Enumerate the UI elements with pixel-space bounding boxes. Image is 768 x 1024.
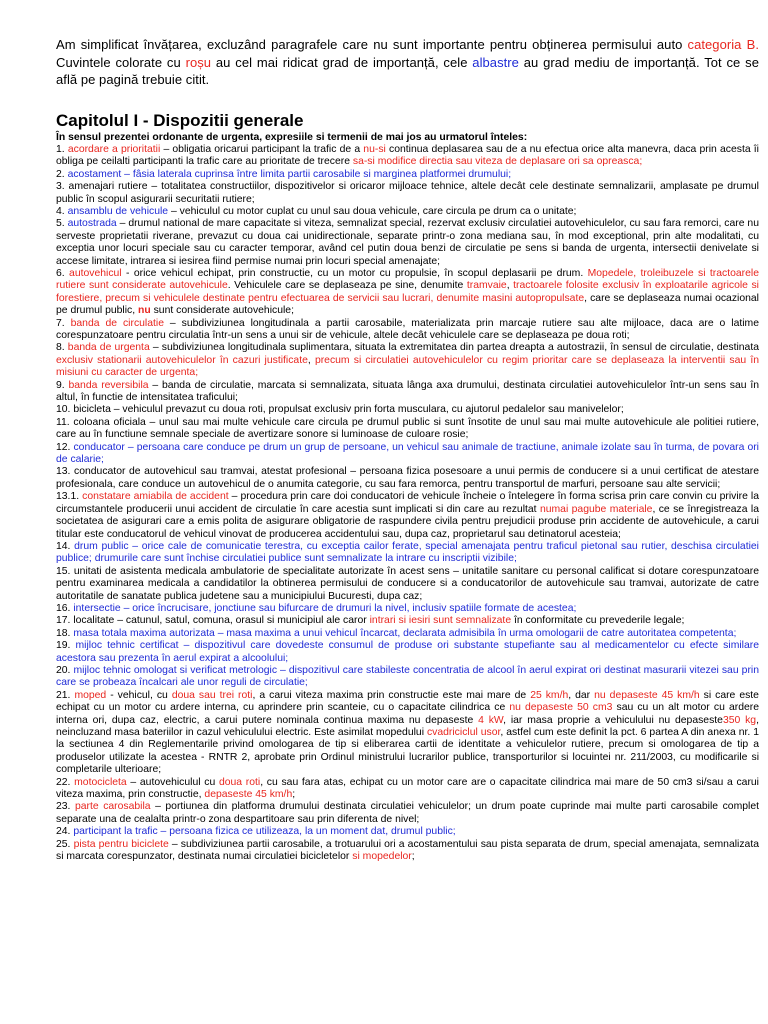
text-segment: în conformitate cu prevederile legale; [511, 615, 685, 627]
text-segment: 14. [56, 540, 75, 552]
highlighted-term: doua roti [218, 776, 261, 788]
highlighted-term: nu-si [363, 143, 386, 155]
highlighted-term: moped [74, 689, 107, 701]
highlighted-term: precum si circulatiei autovehiculelor cu regim prioritar care se deplaseaza la interventii sau în misiuni cu caracter de urgenta; [56, 354, 759, 379]
text-segment: – banda de circulatie, marcata si semnalizata, situata lânga axa drumului, destinata circulatiei autovehiculelor într-un sens sau în altul, în functie de intensitatea traficului; [56, 379, 759, 404]
highlighted-term: Mopedele, troleibuzele si tractoarele rutiere sunt considerate autovehicule [56, 267, 759, 292]
definition-item [56, 342, 759, 379]
highlighted-term: intrari si iesiri sunt semnalizate [369, 615, 512, 627]
highlighted-term: parte carosabila [74, 801, 151, 813]
definition-item [56, 218, 759, 268]
text-segment: , iar masa proprie a vehiculului nu depaseste [503, 714, 723, 726]
highlighted-term: sa-si modifice directia sau viteza de deplasare ori sa opreasca; [352, 156, 643, 168]
highlighted-term: pista pentru biciclete [73, 838, 169, 850]
text-segment: 19. [56, 640, 76, 652]
text-segment: sunt considerate autovehicule; [150, 305, 294, 317]
highlighted-term: acostament – fâsia laterala cuprinsa între limita partii carosabile si marginea platformei drumului; [67, 168, 512, 180]
text-segment: – portiunea din platforma drumului destinata circulatiei vehiculelor; un drum poate cuprinde mai multe parti carosabile complet separate una de cealalta printr-o zona despartitoare sau prin diferenta de nivel; [56, 801, 759, 825]
text-segment: 11. coloana oficiala – unul sau mai multe vehicule care circula pe drumul public si sunt însotite de unul sau mai multe autovehicule ale politiei rutiere, care au în functiune semnale speciale de avertizare sonore si luminoase de culoare rosie; [56, 416, 759, 441]
highlighted-term: mijloc tehnic certificat – dispozitivul care dovedeste consumul de produse ori substante stupefiante sau al medicamentelor cu efecte similare acestora sau prezenta în aerul expirat a alcoolului; [56, 640, 759, 664]
text-segment: , a carui viteza maxima prin constructie este mai mare de [252, 689, 531, 701]
definition-item [56, 603, 759, 615]
text-segment: 16. [56, 602, 74, 614]
highlighted-term: si mopedelor [352, 851, 412, 863]
text-segment: continua deplasarea sau de a nu efectua orice alta manevra, daca prin acesta îi obliga pe ceilalti participanti la trafic care au prioritate de trecere [56, 143, 759, 168]
highlighted-term: 350 kg [722, 714, 757, 726]
text-segment: 15. unitati de asistenta medicala ambulatorie de specialitate autorizate în acest sens – unitatile sanitare cu personal calificat si dotare corespunzatoare pentru examinarea medicala a candidatilor la obtinerea permisului de conducere si a conducatorilor de autovehicule sau tramvai, autorizate de catre autoritatile de sanatate publica judetene sau a municipiului Bucuresti, dupa caz; [56, 565, 759, 602]
highlighted-term: participant la trafic – persoana fizica ce utilizeaza, la un moment dat, drumul public; [73, 826, 456, 838]
text-segment: 7. [56, 317, 71, 329]
highlighted-term: mijloc tehnic omologat si verificat metrologic – dispozitivul care stabileste concentratia de alcool în aerul expirat ori destinat masurarii vitezei sau prin care se probeaza încalcari ale unor reguli de circulatie; [56, 664, 759, 689]
text-segment: 2. [56, 168, 68, 180]
text-segment: 1. [56, 143, 68, 155]
text-segment: 5. [56, 218, 68, 230]
highlighted-term: nu depaseste 50 cm3 [509, 702, 613, 714]
highlighted-term: cvadriciclul usor [426, 727, 501, 738]
highlighted-term: exclusiv stationarii autovehiculelor în cazuri justificate [56, 354, 308, 366]
definition-item [56, 615, 759, 627]
text-segment: 22. [56, 776, 75, 788]
highlighted-term: numai pagube materiale [539, 503, 653, 515]
definition-item [56, 801, 759, 826]
highlighted-term: 25 km/h [530, 689, 569, 701]
highlighted-term: tractoarele folosite exclusiv în exploatarile agricole si forestiere, precum si vehiculele destinate pentru efectuarea de servicii sau lucrari, denumite masini autopropulsate [56, 280, 759, 304]
definition-item [56, 640, 759, 665]
definition-item [56, 442, 759, 467]
highlighted-term: autostrada [67, 218, 117, 230]
highlighted-term: doua sau trei roti [171, 689, 253, 701]
text-segment: - orice vehicul echipat, prin constructie, cu un motor cu propulsie, în scopul deplasarii pe drum. [121, 267, 588, 279]
definition-item [56, 466, 759, 491]
definition-item [56, 491, 759, 541]
definition-item [56, 380, 759, 405]
text-segment: 6. [56, 267, 70, 279]
definition-item [56, 169, 759, 181]
definition-item [56, 417, 759, 442]
highlighted-term: masa totala maxima autorizata – masa maxima a unui vehicul încarcat, declarata admisibila în urma omologarii de catre autoritatea competenta; [73, 627, 737, 639]
text-segment: , neincluzand masa bateriilor in cazul vehiculului electric. Este asimilat mopedului [56, 714, 759, 738]
definition-item [56, 404, 759, 416]
definition-item [56, 839, 759, 864]
text-segment: 8. [56, 342, 68, 354]
text-segment: 13. conducator de autovehicul sau tramvai, atestat profesional – persoana fizica posesoare a unui permis de conducere si a unui certificat de atestare profesionala, care conduce un autovehicul de o anumita categorie, cu sau fara remorca, pentru transportul de marfuri, persoane sau alte servicii; [56, 466, 759, 490]
text-segment: , [307, 354, 315, 366]
text-segment: – subdiviziunea longitudinala a partii carosabile, materializata prin marcaje rutiere sau alte mijloace, daca are o latime corespunzatoare pentru circulatia într-un sens a unui sir de vehicule, altele decât vehiculele care se deplaseaza pe doua roti; [56, 317, 759, 341]
text-segment: - vehicul, cu [106, 689, 172, 701]
text-segment: , cu sau fara atas, echipat cu un motor care are o capacitate cilindrica mai mare de 50 cm3 si/sau a carui viteza maxima, prin constructie, [56, 776, 759, 801]
highlighted-term: banda de urgenta [67, 342, 150, 354]
highlighted-term: ansamblu de vehicule [67, 205, 169, 217]
highlighted-term: categoria B. [687, 37, 759, 52]
text-segment: 13.1. [56, 491, 83, 503]
highlighted-term: constatare amiabila de accident [82, 491, 229, 503]
text-segment: sau cu un alt motor cu ardere interna ori, dupa caz, electric, a carui putere nominala continua maxima nu depaseste [56, 702, 759, 726]
text-segment: si care este echipat cu un motor cu ardere interna, cu aprindere prin scanteie, cu o capacitate cilindrica ce [56, 689, 759, 714]
text-segment: au cel mai ridicat grad de importanță, cele [211, 54, 473, 70]
highlighted-term: nu [138, 305, 151, 317]
text-segment: – obligatia oricarui participant la trafic de a [160, 143, 364, 155]
chapter-title: Capitolul I - Dispozitii generale [56, 110, 304, 130]
text-segment: ; [411, 851, 415, 863]
text-segment: Am simplificat învățarea, excluzând paragrafele care nu sunt importante pentru obținerea permisului auto [56, 37, 688, 52]
text-segment: – subdiviziunea partii carosabile, a trotuarului ori a acostamentului sau pista separata de drum, special amenajata, semnalizata si marcata corespunzator, destinata numai circulatiei bicicletelor [56, 838, 759, 863]
text-segment: 21. [56, 689, 75, 701]
chapter-subtitle: În sensul prezentei ordonante de urgenta, expresiile si termenii de mai jos au urmatorul înteles: [56, 131, 528, 143]
text-segment: – autovehiculul cu [126, 776, 219, 788]
definition-item [56, 541, 759, 566]
text-segment: – drumul national de mare capacitate si viteza, semnalizat special, rezervat exclusiv circulatiei autovehiculelor, cu sau fara remorci, care nu serveste proprietatii riverane, prevazut cu doua cai unidirectionale, separate printr-o zona mediana sau, în mod exceptional, prin alte modalitati, cu exceptia unor locuri speciale sau cu caracter temporar, având cel putin doua benzi de circulatie pe sens si banda de urgenta, intersectii denivelate si accese limitate, intrarea si iesirea fiind permise numai prin locuri special amenajate; [56, 218, 759, 267]
definition-item [56, 268, 759, 318]
text-segment: , ce se înregistreaza la societatea de asigurari care a emis polita de asigurare obligatorie de raspundere civila pentru prejudicii produse prin accidente de autovehicule, a carui titular este conducatorul de vehicul vinovat de producerea accidentului sau, dupa caz, proprietarul sau detinatorul acesteia; [56, 503, 760, 540]
highlighted-term: autovehicul [69, 267, 122, 279]
definition-item [56, 144, 759, 169]
text-segment: . Vehiculele care se deplaseaza pe sine, denumite [227, 280, 467, 292]
highlighted-term: acordare a prioritatii [67, 143, 161, 155]
definitions-list [56, 144, 759, 864]
highlighted-term: conducator – persoana care conduce pe drum un grup de persoane, un vehicul sau animale de tractiune, animale izolate sau în turma, de povara ori de calarie; [56, 441, 759, 466]
text-segment: 4. [56, 205, 68, 217]
text-segment: – vehiculul cu motor cuplat cu unul sau doua vehicule, care circula pe drum ca o unitate; [168, 205, 577, 217]
text-segment: – procedura prin care doi conducatori de vehicule încheie o întelegere în forma scrisa prin care convin cu privire la circumstantele producerii unui accident de circulatie în care acestia sunt implicati si din care au rezultat [56, 491, 759, 515]
highlighted-term: intersectie – orice încrucisare, jonctiune sau bifurcare de drumuri la nivel, inclusiv spatiile formate de acestea; [73, 602, 577, 614]
text-segment: 10. biciclet​a – vehiculul prevazut cu doua roti, propulsat exclusiv prin forta musculara, cu ajutorul pedalelor sau manivelelor; [56, 404, 624, 416]
text-segment: 20. [56, 664, 74, 676]
text-segment: Cuvintele colorate cu [56, 54, 186, 70]
text-segment: au grad mediu de importanță. Tot ce se află pe pagină trebuie citit. [56, 54, 759, 87]
text-segment: , [506, 280, 514, 292]
text-segment: 12. [56, 441, 74, 453]
highlighted-term: drum public – orice cale de comunicatie terestra, cu exceptia cailor ferate, special amenajata pentru traficul pietonal sau rutier, deschisa circulatiei publice; drumurile care sunt închise circulatiei publice sunt semnalizate la intrare cu inscriptii vizibile; [56, 540, 759, 565]
highlighted-term: albastre [472, 54, 519, 70]
highlighted-term: depaseste 45 km/h [204, 789, 293, 801]
text-segment: 3. amenajari rutiere – totalitatea constructiilor, dispozitivelor si oricaror mijloace tehnice, altele decât cele destinate semnalizarii, amplasate pe drumul public în scopul asigurarii securitatii rutiere; [56, 181, 759, 205]
definition-item [56, 566, 759, 603]
highlighted-term: roșu [185, 54, 212, 70]
highlighted-term: nu depaseste 45 km/h [594, 689, 700, 701]
text-segment: , astfel cum este definit la pct. 6 partea A din anexa nr. 1 la sectiunea 4 din Reglementarile privind omologarea de tip si eliberarea cartii de identitate a vehiculelor rutiere, precum si omologarea de tip a produselor utilizate la acestea - RNTR 2, aprobate prin Ordinul ministrului lucrarilor publice, transporturilor si locuintei nr. 211/2003, cu modificarile si completarile ulterioare; [56, 727, 759, 776]
text-segment: 9. [56, 379, 69, 391]
text-segment: , dar [568, 689, 595, 701]
text-segment: 25. [56, 838, 74, 850]
highlighted-term: 4 kW [478, 714, 504, 726]
text-segment: 17. localitate – catunul, satul, comuna, orasul si municipiul ale caror [56, 615, 370, 627]
definition-item [56, 665, 759, 690]
definition-item [56, 628, 759, 640]
definition-item [56, 181, 759, 206]
definition-item [56, 206, 759, 218]
definition-item [56, 777, 759, 802]
text-segment: ; [292, 789, 296, 801]
text-segment: 23. [56, 801, 75, 813]
text-segment: 18. [56, 627, 74, 639]
highlighted-term: banda reversibila [68, 379, 149, 391]
definition-item [56, 318, 759, 343]
intro-paragraph [56, 36, 759, 89]
text-segment: 24. [56, 826, 74, 838]
highlighted-term: motocicleta [74, 776, 127, 788]
text-segment: , care se deplaseaza numai ocazional pe drumul public, [56, 292, 759, 317]
text-segment: – subdiviziunea longitudinala suplimentara, situata la extremitatea din partea dreapta a autostrazii, în sensul de circulatie, destinata [149, 342, 760, 354]
highlighted-term: tramvaie [466, 280, 507, 292]
highlighted-term: banda de circulatie [70, 317, 164, 329]
definition-item [56, 690, 759, 777]
definition-item [56, 826, 759, 838]
